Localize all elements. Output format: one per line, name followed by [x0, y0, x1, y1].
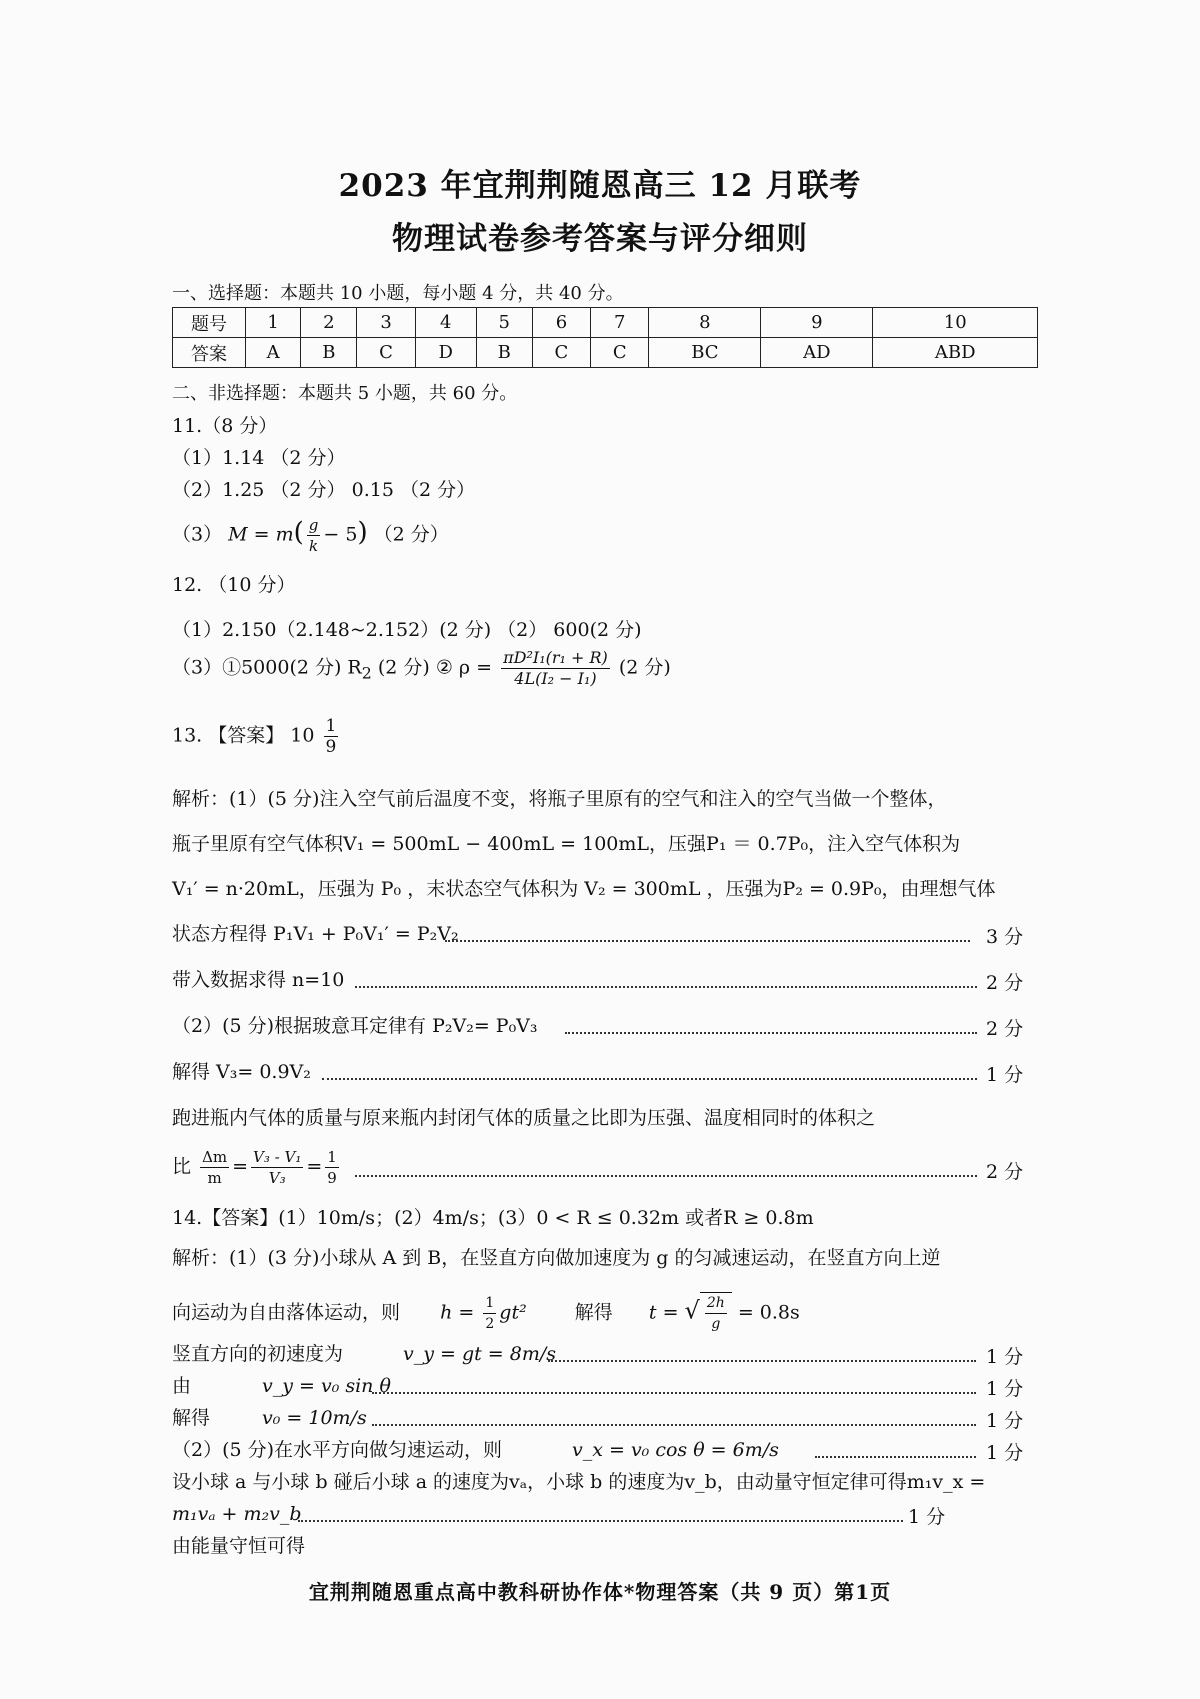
q13-line4-score: 3 分: [986, 926, 1024, 948]
leader-dots: [815, 1456, 976, 1458]
q11-formula-lhs: M = m: [228, 523, 294, 546]
q14-line1: 解析：(1）(3 分)小球从 A 到 B，在竖直方向做加速度为 g 的匀减速运动，在竖直方向上逆: [172, 1247, 941, 1269]
q14-line4-pre: 由: [172, 1375, 192, 1397]
table-cell: B: [476, 338, 532, 368]
q12-rho-den: 4L(I₂ − I₁): [514, 669, 597, 688]
q13-frac3-den: 9: [327, 1169, 337, 1187]
q13-frac3-num: 1: [327, 1148, 337, 1166]
q12-rho-num: πD²I₁(r₁ + R): [503, 648, 608, 667]
q13-line9-pre: 比: [172, 1155, 192, 1178]
leader-dots: [322, 1078, 977, 1080]
table-cell: 5: [476, 308, 532, 338]
q13-answer-label: 13. 【答案】 10: [172, 724, 315, 747]
q12-part1: （1）2.150（2.148~2.152）(2 分) （2） 600(2 分): [172, 619, 642, 641]
q14-line8: m₁vₐ + m₂v_b: [172, 1503, 302, 1525]
table-row-label: 答案: [173, 338, 246, 368]
table-cell: 1: [246, 308, 301, 338]
q13-line7: 解得 V₃= 0.9V₂: [172, 1061, 311, 1083]
q14-line4-score: 1 分: [986, 1378, 1024, 1400]
q14-gt2: gt²: [499, 1301, 527, 1324]
q13-heading: [172, 716, 341, 757]
leader-dots: [548, 1360, 976, 1362]
q14-line8-score: 1 分: [908, 1506, 946, 1528]
q14-line6-formula: v_x = v₀ cos θ = 6m/s: [572, 1439, 779, 1461]
q14-line6-pre: （2）(5 分)在水平方向做匀速运动，则: [172, 1439, 503, 1461]
leader-dots: [298, 1520, 903, 1522]
table-cell: C: [532, 338, 590, 368]
q14-line4-formula: v_y = v₀ sin θ: [262, 1375, 391, 1397]
q13-line9-score: 2 分: [986, 1161, 1024, 1183]
q13-frac2-num: V₃ - V₁: [253, 1148, 302, 1166]
q14-t-formula: t =: [648, 1301, 685, 1324]
leader-dots: [565, 1032, 977, 1034]
leader-dots: [372, 1424, 976, 1426]
q13-line2: 瓶子里原有空气体积V₁ = 500mL − 400mL = 100mL，压强P₁ ＝ 0.7P₀，注入空气体积为: [172, 833, 961, 855]
q14-half-num: 1: [483, 1293, 496, 1314]
q14-line5-pre: 解得: [172, 1407, 211, 1429]
q11-part3: （3） M = m( $\frac{g}{k}$ − 5) （2 分）: [172, 516, 449, 555]
section-one-heading: 一、选择题：本题共 10 小题，每小题 4 分，共 40 分。: [172, 283, 624, 304]
table-row: [173, 308, 1038, 338]
q13-ans-num: 1: [325, 716, 337, 736]
q14-t-result: = 0.8s: [737, 1301, 800, 1324]
table-cell: C: [357, 338, 415, 368]
q11-heading: 11.（8 分）: [172, 415, 278, 437]
q14-sqrt-den: g: [711, 1316, 721, 1332]
q11-frac-num: g: [308, 516, 319, 534]
q11-part3-score: （2 分）: [373, 523, 449, 546]
q13-line9: 比 $\frac{\Delta m}{m}$ = $\frac{\text{V₃ - V₁}}{\text{V₃}}$ = $\frac{1}{9}$: [172, 1148, 337, 1187]
q14-line3-pre: 竖直方向的初速度为: [172, 1343, 344, 1365]
q13-line5: 带入数据求得 n=10: [172, 969, 345, 991]
q12-part3: [172, 648, 671, 689]
leader-dots: [355, 986, 977, 988]
q13-frac2-den: V₃: [268, 1169, 286, 1187]
q13-line5-score: 2 分: [986, 972, 1024, 994]
q11-part1: （1）1.14 （2 分）: [172, 447, 346, 469]
q14-line3-formula: v_y = gt = 8m/s: [403, 1343, 557, 1365]
q13-line6: （2）(5 分)根据玻意耳定律有 P₂V₂= P₀V₃: [172, 1015, 538, 1037]
q12-part3-mid: (2 分) ② ρ =: [371, 656, 493, 679]
table-row: [173, 338, 1038, 368]
q12-r2-sub: 2: [361, 663, 372, 683]
table-cell: 6: [532, 308, 590, 338]
table-cell: AD: [761, 338, 873, 368]
q12-part3-score: (2 分): [618, 656, 671, 679]
q11-formula-rhs: − 5: [323, 523, 358, 546]
exam-subtitle: 物理试卷参考答案与评分细则: [392, 221, 808, 257]
q11-frac-den: k: [309, 537, 319, 555]
q13-frac1-num: Δm: [202, 1148, 228, 1166]
q14-solve-label: 解得: [574, 1301, 613, 1324]
q14-line6-score: 1 分: [986, 1442, 1024, 1464]
q14-line3-score: 1 分: [986, 1346, 1024, 1368]
q14-h-formula: h =: [440, 1301, 481, 1324]
table-cell: D: [415, 338, 476, 368]
q12-part3-pre: （3）①5000(2 分) R: [172, 656, 362, 679]
q14-line5-formula: v₀ = 10m/s: [262, 1407, 367, 1429]
table-cell: 8: [649, 308, 761, 338]
q14-line2: 向运动为自由落体运动，则 h = $\frac{1}{2}$ gt² 解得 t = √ $\frac{2h}{g}$ = 0.8s: [172, 1292, 800, 1334]
table-cell: 4: [415, 308, 476, 338]
q14-sqrt-num: 2h: [705, 1293, 727, 1314]
q13-line3: V₁′ = n·20mL，压强为 P₀ ，末状态空气体积为 V₂ = 300mL ，压强为P₂ = 0.9P₀，由理想气体: [172, 878, 996, 900]
table-cell: C: [591, 338, 649, 368]
section-two-heading: 二、非选择题：本题共 5 小题，共 60 分。: [172, 383, 518, 404]
table-cell: 7: [591, 308, 649, 338]
q14-line2-pre: 向运动为自由落体运动，则: [172, 1301, 401, 1324]
q11-part3-label: （3）: [172, 523, 223, 546]
table-cell: ABD: [873, 338, 1038, 368]
q12-heading: 12. （10 分）: [172, 574, 296, 596]
table-row-label: 题号: [173, 308, 246, 338]
q14-line5-score: 1 分: [986, 1410, 1024, 1432]
q13-line4: 状态方程得 P₁V₁ + P₀V₁′ = P₂V₂: [172, 923, 459, 945]
q14-line7: 设小球 a 与小球 b 碰后小球 a 的速度为vₐ，小球 b 的速度为v_b，由动量守恒定律可得m₁v_x =: [172, 1471, 986, 1493]
exam-title: 2023 年宜荆荆随恩高三 12 月联考: [338, 168, 862, 204]
q13-line7-score: 1 分: [986, 1064, 1024, 1086]
q14-heading: 14.【答案】(1）10m/s；(2）4m/s；(3）0 < R ≤ 0.32m 或者R ≥ 0.8m: [172, 1207, 814, 1229]
answer-table: [172, 307, 1038, 368]
table-cell: 2: [301, 308, 357, 338]
q13-line1: 解析：(1）(5 分)注入空气前后温度不变，将瓶子里原有的空气和注入的空气当做一个整体，: [172, 788, 947, 810]
table-cell: 9: [761, 308, 873, 338]
q13-ans-den: 9: [325, 737, 337, 757]
q13-line8: 跑进瓶内气体的质量与原来瓶内封闭气体的质量之比即为压强、温度相同时的体积之: [172, 1107, 876, 1129]
leader-dots: [372, 1392, 976, 1394]
q13-frac1-den: m: [207, 1169, 222, 1187]
table-cell: B: [301, 338, 357, 368]
q14-half-den: 2: [485, 1316, 495, 1332]
table-cell: BC: [649, 338, 761, 368]
page-footer: 宜荆荆随恩重点高中教科研协作体*物理答案（共 9 页）第1页: [308, 1580, 892, 1604]
leader-dots: [445, 940, 970, 942]
table-cell: 10: [873, 308, 1038, 338]
q11-part2: （2）1.25 （2 分） 0.15 （2 分）: [172, 479, 476, 501]
table-cell: 3: [357, 308, 415, 338]
q14-line9: 由能量守恒可得: [172, 1535, 306, 1557]
leader-dots: [355, 1175, 977, 1177]
q13-line6-score: 2 分: [986, 1018, 1024, 1040]
table-cell: A: [246, 338, 301, 368]
